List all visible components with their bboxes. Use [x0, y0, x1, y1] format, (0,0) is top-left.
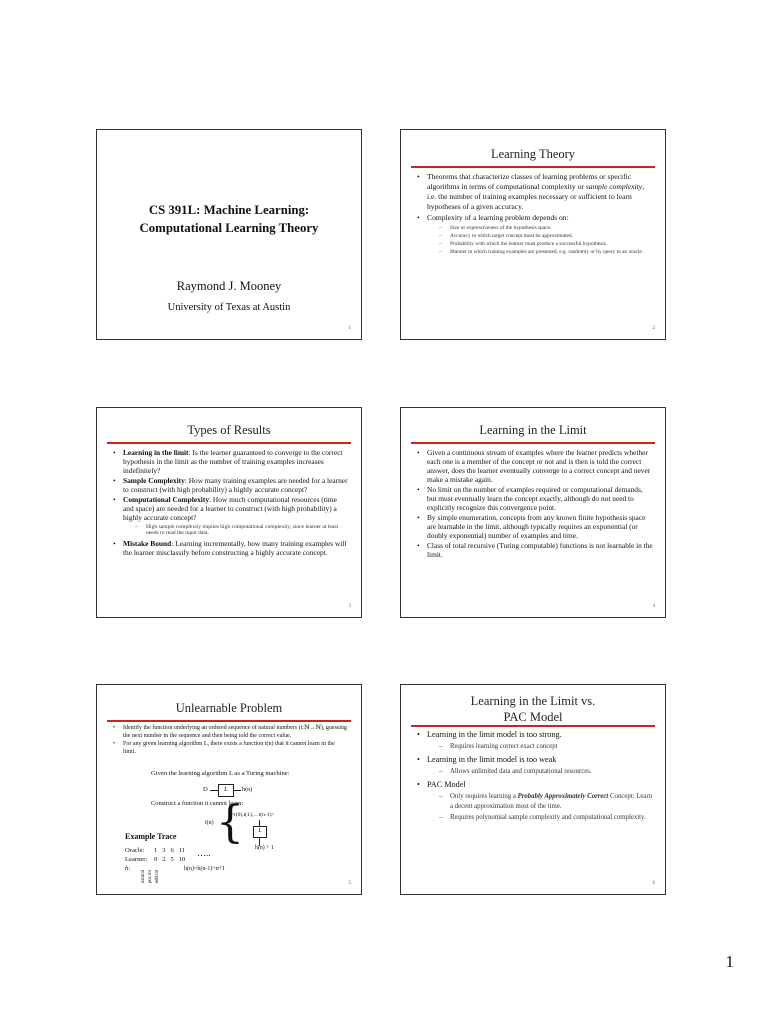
slide-4 [400, 407, 666, 618]
slide-1-author: Raymond J. Mooney [176, 279, 282, 293]
slide-6-sub-4: – Requires polynomial sample complexity and computational complexity. [439, 813, 653, 823]
slide-1-title: CS 391L: Machine Learning: Computational Learning Theory [139, 203, 319, 235]
slide-2-sub-4: – Manner in which training examples are presented, e.g. randomly or by query to an oracle. [439, 249, 653, 256]
slide-2-title-rule [411, 166, 655, 168]
slide-6-number: 6 [652, 881, 655, 886]
slide-5-construct-text: Construct a function it cannot learn: [151, 800, 244, 807]
slide-5-hn1-label: h(n) + 1 [255, 845, 274, 851]
slide-5-h-label: h: [125, 865, 131, 872]
slide-5-given-text: Given the learning algorithm L as a Turing machine: [151, 770, 290, 777]
slide-2-sub-3: – Probability with which the learner must produce a successful hypothesis. [439, 241, 653, 248]
slide-6-sub-3: – Only requires learning a Probably Approximately Correct Concept: Learn a decent approximation most of the time. [439, 792, 653, 811]
slide-5-vert-natural: natural [141, 869, 147, 884]
page-number: 1 [725, 952, 734, 971]
slide-2-number: 2 [652, 326, 655, 331]
slide-4-bullet-2: • No limit on the number of examples required or computational demands, but must eventually learn the concept exactly, although do not need to explicitly recognize this convergence point. [415, 485, 653, 512]
slide-2-bullet-2: • Complexity of a learning problem depends on: – Size or expressiveness of the hypothesis space. – Accuracy to which target concept must be approximated. – Probability with which the learner must produce a successful hypothesis. – Manner in which training examples are presented, e.g. randomly or by query to an oracle. [415, 213, 653, 256]
slide-6 [400, 684, 666, 895]
slide-3-body [111, 448, 349, 558]
slide-2-body [415, 172, 653, 258]
slide-5-brace: { [216, 797, 244, 848]
slide-5-title: Unlearnable Problem [175, 701, 283, 715]
slide-5-learner-label: Learner: [125, 856, 148, 863]
slide-2-sub-1: – Size or expressiveness of the hypothesis space. [439, 225, 653, 232]
slide-3-title: Types of Results [187, 423, 271, 437]
slide-6-body [415, 729, 653, 824]
slide-4-bullet-1: • Given a continuous stream of examples where the learner predicts whether each one is a member of the concept or not and is then is told the correct answer, does the learner eventually converge to a correct concept and never make a mistake again. [415, 448, 653, 484]
slide-5-vert-posint: pos int [147, 870, 153, 883]
slide-5-body [111, 725, 349, 757]
slide-3-number: 3 [348, 604, 351, 609]
slide-5-ellipsis: ….. [197, 848, 211, 858]
slide-3-bullet-3: • Computational Complexity: How much computational resources (time and space) are needed for a learner to construct (with high probability) a highly accurate concept? – High sample complexity implies high computational complexity, since learner at least needs to read the input data. [111, 495, 349, 536]
slide-5 [96, 684, 362, 895]
slide-6-bullet-3: • PAC Model – Only requires learning a Probably Approximately Correct Concept: Learn a decent approximation most of the time. – Requires polynomial sample complexity and computational complexity. [415, 779, 653, 822]
slide-6-title: Learning in the Limit vs. PAC Model [470, 694, 596, 724]
slide-2-sub-2: – Accuracy to which target concept must be approximated. [439, 233, 653, 240]
slide-2 [400, 129, 666, 340]
slide-4-title-rule [411, 442, 655, 444]
slide-5-vertical-labels [141, 866, 161, 890]
slide-6-sub-1: – Requires learning correct exact concept [439, 742, 653, 752]
slide-5-title-rule [107, 720, 351, 722]
slide-5-learner-values: 0 2 5 10 [154, 856, 186, 863]
slide-4-number: 4 [652, 604, 655, 609]
slide-1-number: 1 [348, 326, 351, 331]
slide-5-tn-label: t(n) [205, 820, 214, 826]
slide-5-bullet-1: • Identify the function underlying an ordered sequence of natural numbers (t:ℕ→ℕ), guessing the next number in the sequence and then being told the correct value. [111, 725, 349, 740]
slide-6-title-rule [411, 725, 655, 727]
slide-5-formula: h(n)=h(n-1)+n+1 [184, 866, 226, 872]
slide-6-bullet-2: • Learning in the limit model is too weak – Allows unlimited data and computational resources. [415, 754, 653, 777]
slide-5-example-trace: Example Trace [125, 832, 177, 841]
slide-4-bullet-4: • Class of total recursive (Turing computable) functions is not learnable in the limit. [415, 541, 653, 559]
slide-5-arrow-out [233, 790, 241, 791]
slide-6-sub-2: – Allows unlimited data and computational resources. [439, 767, 653, 777]
slide-4-bullet-3: • By simple enumeration, concepts from any known finite hypothesis space are learnable in the limit, although typically requires an exponential (or doubly exponential) number of examples and time. [415, 513, 653, 540]
slide-3-bullet-4: • Mistake Bound: Learning incrementally, how many training examples will the learner misclassify before constructing a highly accurate concept. [111, 539, 349, 557]
slide-3-title-rule [107, 442, 351, 444]
slide-2-bullet-1: • Theorems that characterize classes of learning problems or specific algorithms in terms of computational complexity or sample complexity, i.e. the number of training examples necessary or sufficient to learn hypotheses of a given accuracy. [415, 172, 653, 212]
slide-1 [96, 129, 362, 340]
slide-5-d-label: D [203, 786, 208, 793]
slide-6-bullet-1: • Learning in the limit model is too strong. – Requires learning correct exact concept [415, 729, 653, 752]
slide-5-bullet-2: • For any given learning algorithm L, there exists a function t(n) that it cannot learn in the limit. [111, 741, 349, 756]
slide-5-hn-label: h(n) [242, 786, 253, 793]
slide-3-sub-1: – High sample complexity implies high computational complexity, since learner at least needs to read the input data. [135, 524, 349, 536]
slide-4-body [415, 448, 653, 560]
slide-3-bullet-2: • Sample Complexity: How many training examples are needed for a learner to construct (with high probability) a highly accurate concept? [111, 476, 349, 494]
slide-5-number: 5 [348, 881, 351, 886]
slide-5-oracle-label: Oracle: [125, 847, 145, 854]
slide-5-arrow-in [210, 790, 218, 791]
slide-5-learner-box-2: L [253, 826, 267, 838]
slide-3 [96, 407, 362, 618]
slide-2-title: Learning Theory [490, 147, 576, 161]
slide-1-affiliation: University of Texas at Austin [167, 302, 291, 313]
slide-4-title: Learning in the Limit [479, 423, 587, 437]
slide-5-learner-box: L [218, 784, 234, 797]
slide-3-bullet-1: • Learning in the limit: Is the learner guaranteed to converge to the correct hypothesis in the limit as the number of training examples increases indefinitely? [111, 448, 349, 475]
slide-5-vert-oddint: odd int [155, 869, 161, 884]
slide-5-oracle-values: 1 3 6 11 [154, 847, 186, 854]
slide-5-seq-label: <t(0),t(1),…t(n-1)> [231, 812, 275, 818]
